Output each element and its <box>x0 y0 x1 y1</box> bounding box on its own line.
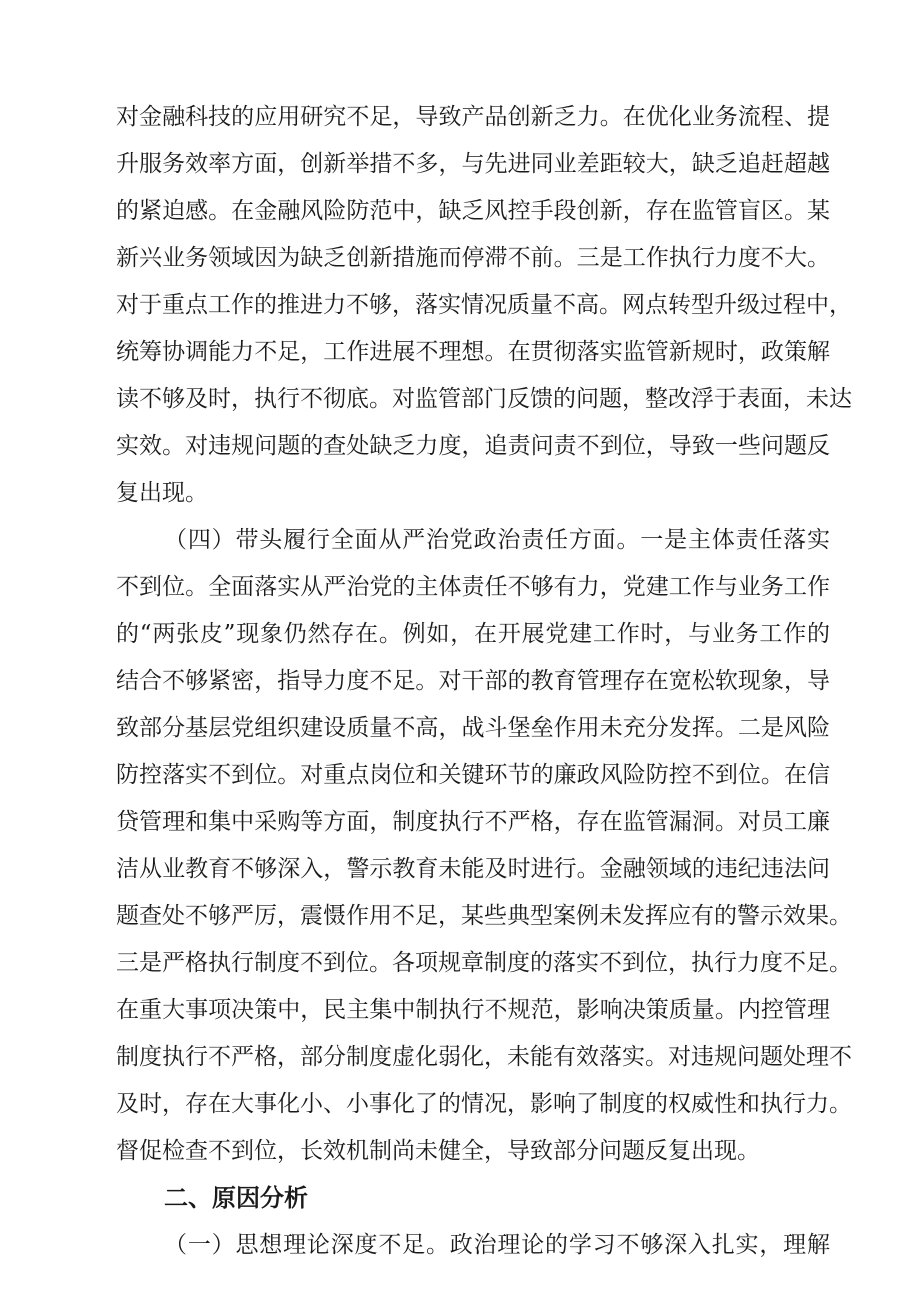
text-line: 制度执行不严格，部分制度虚化弱化，未能有效落实。对违规问题处理不 <box>116 1044 852 1070</box>
text-line: 题查处不够严厉，震慑作用不足，某些典型案例未发挥应有的警示效果。 <box>116 903 852 929</box>
text-line: 不到位。全面落实从严治党的主体责任不够有力，党建工作与业务工作 <box>116 574 830 600</box>
text-line: 统筹协调能力不足，工作进展不理想。在贯彻落实监管新规时，政策解 <box>116 339 830 365</box>
section-heading: 二、原因分析 <box>164 1184 308 1212</box>
text-line: 三是严格执行制度不到位。各项规章制度的落实不到位，执行力度不足。 <box>116 950 852 976</box>
section-four-first-line: （四）带头履行全面从严治党政治责任方面。一是主体责任落实 <box>164 527 830 553</box>
text-line: 的“两张皮”现象仍然存在。例如，在开展党建工作时，与业务工作的 <box>116 621 830 647</box>
subsection-first-line: （一）思想理论深度不足。政治理论的学习不够深入扎实，理解 <box>164 1232 830 1258</box>
text-line: 新兴业务领域因为缺乏创新措施而停滞不前。三是工作执行力度不大。 <box>116 245 830 271</box>
text-line: 在重大事项决策中，民主集中制执行不规范，影响决策质量。内控管理 <box>116 997 830 1023</box>
text-line: 洁从业教育不够深入，警示教育未能及时进行。金融领域的违纪违法问 <box>116 856 830 882</box>
text-line: 对于重点工作的推进力不够，落实情况质量不高。网点转型升级过程中， <box>116 292 852 318</box>
text-line: 结合不够紧密，指导力度不足。对干部的教育管理存在宽松软现象，导 <box>116 668 830 694</box>
text-line: 升服务效率方面，创新举措不多，与先进同业差距较大，缺乏追赶超越 <box>116 151 830 177</box>
text-line: 贷管理和集中采购等方面，制度执行不严格，存在监管漏洞。对员工廉 <box>116 809 830 835</box>
text-line: 防控落实不到位。对重点岗位和关键环节的廉政风险防控不到位。在信 <box>116 762 830 788</box>
text-line: 实效。对违规问题的查处缺乏力度，追责问责不到位，导致一些问题反 <box>116 433 830 459</box>
text-line: 复出现。 <box>116 480 208 506</box>
text-line: 的紧迫感。在金融风险防范中，缺乏风控手段创新，存在监管盲区。某 <box>116 198 830 224</box>
text-line: 读不够及时，执行不彻底。对监管部门反馈的问题，整改浮于表面，未达 <box>116 386 852 412</box>
text-line: 督促检查不到位，长效机制尚未健全，导致部分问题反复出现。 <box>116 1138 760 1164</box>
text-line: 致部分基层党组织建设质量不高，战斗堡垒作用未充分发挥。二是风险 <box>116 715 830 741</box>
text-line: 及时，存在大事化小、小事化了的情况，影响了制度的权威性和执行力。 <box>116 1091 852 1117</box>
text-line: 对金融科技的应用研究不足，导致产品创新乏力。在优化业务流程、提 <box>116 104 830 130</box>
